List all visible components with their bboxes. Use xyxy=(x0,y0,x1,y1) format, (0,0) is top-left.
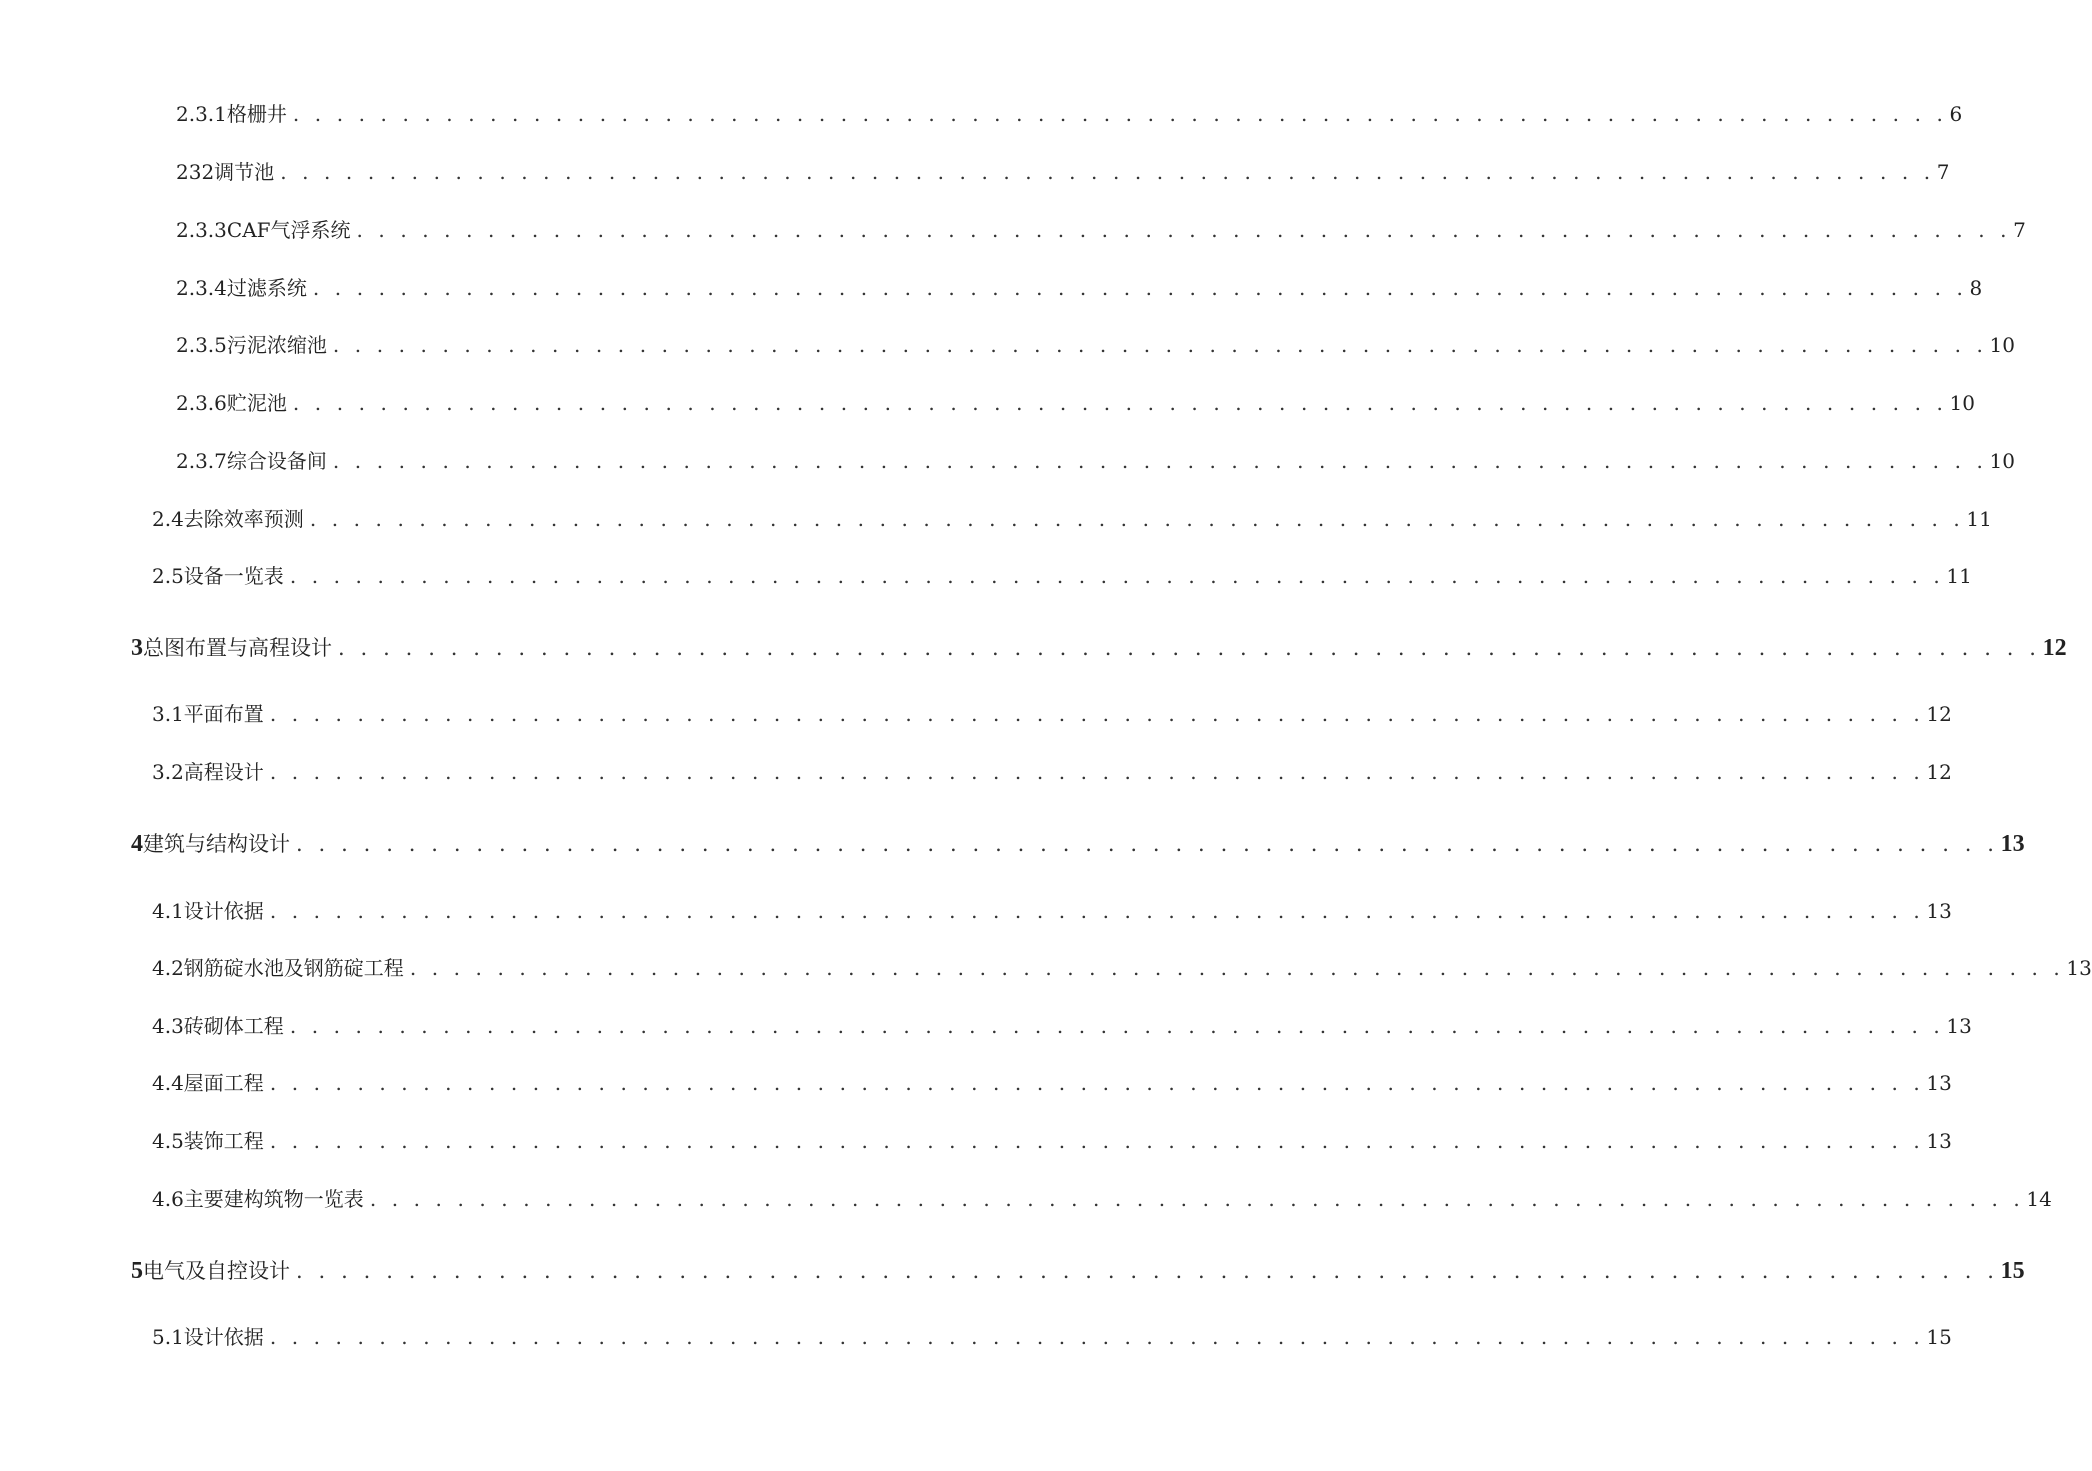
toc-page-number: 11 xyxy=(1946,564,1972,588)
toc-page-number: 8 xyxy=(1969,276,1983,300)
toc-entry-2-5[interactable] xyxy=(152,561,1972,591)
dot-leader: . . . . . . . . . . . . . . . . . . . . . . . . . . . . . . . . . . . . . . . . . . . . . . . . . . . . . . . . . . . . . . . . . . . . . . . . . . . . xyxy=(338,636,2041,660)
toc-entry-label: 2.3.6贮泥池 xyxy=(176,391,287,415)
dot-leader: . . . . . . . . . . . . . . . . . . . . . . . . . . . . . . . . . . . . . . . . . . . . . . . . . . . . . . . . . . . . . . . . . . . . . . . . . . . . xyxy=(296,1259,1999,1283)
dot-leader: . . . . . . . . . . . . . . . . . . . . . . . . . . . . . . . . . . . . . . . . . . . . . . . . . . . . . . . . . . . . . . . . . . . . . . . . . . . . xyxy=(409,956,2065,980)
toc-page-number: 10 xyxy=(1989,449,2015,473)
chapter-title: 建筑与结构设计 xyxy=(143,832,290,856)
toc-entry-3-1[interactable] xyxy=(152,699,1952,729)
toc-entry-label: 4.6主要建构筑物一览表 xyxy=(152,1187,364,1211)
dot-leader: . . . . . . . . . . . . . . . . . . . . . . . . . . . . . . . . . . . . . . . . . . . . . . . . . . . . . . . . . . . . . . . . . . . . . . . . . . . . xyxy=(269,760,1925,784)
toc-page-number: 12 xyxy=(1926,760,1952,784)
chapter-number: 3 xyxy=(131,635,143,661)
toc-page-number: 12 xyxy=(2042,635,2067,661)
toc-entry-label: 4.3砖砌体工程 xyxy=(152,1014,284,1038)
toc-page-number: 15 xyxy=(2000,1258,2025,1284)
toc-page-number: 6 xyxy=(1949,102,1963,126)
dot-leader: . . . . . . . . . . . . . . . . . . . . . . . . . . . . . . . . . . . . . . . . . . . . . . . . . . . . . . . . . . . . . . . . . . . . . . . . . . . . xyxy=(269,899,1925,923)
dot-leader: . . . . . . . . . . . . . . . . . . . . . . . . . . . . . . . . . . . . . . . . . . . . . . . . . . . . . . . . . . . . . . . . . . . . . . . . . . . . xyxy=(269,1129,1925,1153)
toc-entry-4-3[interactable] xyxy=(152,1011,1972,1041)
toc-page-number: 10 xyxy=(1989,333,2015,357)
chapter-title: 电气及自控设计 xyxy=(143,1259,290,1283)
toc-entry-2-3-1[interactable] xyxy=(176,99,1963,129)
toc-entry-label: 4.2钢筋碇水池及钢筋碇工程 xyxy=(152,956,404,980)
toc-entry-label: 2.3.7综合设备间 xyxy=(176,449,327,473)
dot-leader: . . . . . . . . . . . . . . . . . . . . . . . . . . . . . . . . . . . . . . . . . . . . . . . . . . . . . . . . . . . . . . . . . . . . . . . . . . . . xyxy=(309,507,1965,531)
toc-entry-5-1[interactable] xyxy=(152,1322,1952,1352)
dot-leader: . . . . . . . . . . . . . . . . . . . . . . . . . . . . . . . . . . . . . . . . . . . . . . . . . . . . . . . . . . . . . . . . . . . . . . . . . . . . xyxy=(269,702,1925,726)
dot-leader: . . . . . . . . . . . . . . . . . . . . . . . . . . . . . . . . . . . . . . . . . . . . . . . . . . . . . . . . . . . . . . . . . . . . . . . . . . . . xyxy=(289,1014,1945,1038)
toc-page-number: 13 xyxy=(1926,899,1952,923)
dot-leader: . . . . . . . . . . . . . . . . . . . . . . . . . . . . . . . . . . . . . . . . . . . . . . . . . . . . . . . . . . . . . . . . . . . . . . . . . . . . xyxy=(369,1187,2025,1211)
toc-page-number: 10 xyxy=(1949,391,1975,415)
dot-leader: . . . . . . . . . . . . . . . . . . . . . . . . . . . . . . . . . . . . . . . . . . . . . . . . . . . . . . . . . . . . . . . . . . . . . . . . . . . . xyxy=(269,1071,1925,1095)
toc-page-number: 13 xyxy=(1946,1014,1972,1038)
toc-page-number: 15 xyxy=(1926,1325,1952,1349)
toc-chapter-label xyxy=(131,829,296,859)
dot-leader: . . . . . . . . . . . . . . . . . . . . . . . . . . . . . . . . . . . . . . . . . . . . . . . . . . . . . . . . . . . . . . . . . . . . . . . . . . . . xyxy=(356,218,2012,242)
toc-entry-2-4[interactable] xyxy=(152,504,1992,534)
toc-entry-2-3-5[interactable] xyxy=(176,330,2015,360)
toc-page-number: 12 xyxy=(1926,702,1952,726)
toc-entry-4-1[interactable] xyxy=(152,896,1952,926)
toc-entry-2-3-4[interactable] xyxy=(176,273,1983,303)
toc-page-number: 11 xyxy=(1966,507,1992,531)
toc-entry-label: 4.5装饰工程 xyxy=(152,1129,264,1153)
chapter-title: 总图布置与高程设计 xyxy=(143,636,332,660)
toc-entry-4-5[interactable] xyxy=(152,1126,1952,1156)
toc-entry-4-4[interactable] xyxy=(152,1068,1952,1098)
toc-entry-2-3-3[interactable] xyxy=(176,215,2026,245)
dot-leader: . . . . . . . . . . . . . . . . . . . . . . . . . . . . . . . . . . . . . . . . . . . . . . . . . . . . . . . . . . . . . . . . . . . . . . . . . . . . xyxy=(289,564,1945,588)
toc-page-number: 7 xyxy=(2013,218,2026,242)
toc-chapter-label xyxy=(131,1256,296,1286)
toc-entry-2-3-7[interactable] xyxy=(176,446,2015,476)
toc-page-number: 14 xyxy=(2026,1187,2052,1211)
dot-leader: . . . . . . . . . . . . . . . . . . . . . . . . . . . . . . . . . . . . . . . . . . . . . . . . . . . . . . . . . . . . . . . . . . . . . . . . . . . . xyxy=(280,160,1935,184)
toc-entry-4-6[interactable] xyxy=(152,1184,2052,1214)
toc-entry-label: 2.3.4过滤系统 xyxy=(176,276,307,300)
toc-chapter-3[interactable] xyxy=(131,633,2067,663)
chapter-number: 4 xyxy=(131,831,143,857)
chapter-number: 5 xyxy=(131,1258,143,1284)
dot-leader: . . . . . . . . . . . . . . . . . . . . . . . . . . . . . . . . . . . . . . . . . . . . . . . . . . . . . . . . . . . . . . . . . . . . . . . . . . . . xyxy=(292,102,1948,126)
toc-entry-3-2[interactable] xyxy=(152,757,1952,787)
toc-entry-label: 3.1平面布置 xyxy=(152,702,264,726)
toc-entry-label: 4.1设计依据 xyxy=(152,899,264,923)
toc-entry-label: 2.4去除效率预测 xyxy=(152,507,304,531)
toc-entry-4-2[interactable] xyxy=(152,953,2092,983)
toc-entry-label: 3.2高程设计 xyxy=(152,760,264,784)
dot-leader: . . . . . . . . . . . . . . . . . . . . . . . . . . . . . . . . . . . . . . . . . . . . . . . . . . . . . . . . . . . . . . . . . . . . . . . . . . . . xyxy=(296,832,1999,856)
toc-page-number: 7 xyxy=(1936,160,1950,184)
toc-page-number: 13 xyxy=(2066,956,2092,980)
toc-entry-2-3-6[interactable] xyxy=(176,388,1975,418)
dot-leader: . . . . . . . . . . . . . . . . . . . . . . . . . . . . . . . . . . . . . . . . . . . . . . . . . . . . . . . . . . . . . . . . . . . . . . . . . . . . xyxy=(312,276,1968,300)
toc-chapter-label xyxy=(131,633,338,663)
toc-page-number: 13 xyxy=(2000,831,2025,857)
toc-chapter-5[interactable] xyxy=(131,1256,2025,1286)
toc-entry-label: 5.1设计依据 xyxy=(152,1325,264,1349)
toc-page-number: 13 xyxy=(1926,1129,1952,1153)
toc-entry-label: 232调节池 xyxy=(176,160,275,184)
toc-page-number: 13 xyxy=(1926,1071,1952,1095)
toc-entry-2-3-2[interactable] xyxy=(176,157,1950,187)
toc-entry-label: 2.3.3CAF气浮系统 xyxy=(176,218,351,242)
toc-entry-label: 2.3.5污泥浓缩池 xyxy=(176,333,327,357)
dot-leader: . . . . . . . . . . . . . . . . . . . . . . . . . . . . . . . . . . . . . . . . . . . . . . . . . . . . . . . . . . . . . . . . . . . . . . . . . . . . xyxy=(332,333,1988,357)
toc-entry-label: 2.5设备一览表 xyxy=(152,564,284,588)
dot-leader: . . . . . . . . . . . . . . . . . . . . . . . . . . . . . . . . . . . . . . . . . . . . . . . . . . . . . . . . . . . . . . . . . . . . . . . . . . . . xyxy=(292,391,1948,415)
toc-entry-label: 4.4屋面工程 xyxy=(152,1071,264,1095)
toc-entry-label: 2.3.1格栅井 xyxy=(176,102,287,126)
dot-leader: . . . . . . . . . . . . . . . . . . . . . . . . . . . . . . . . . . . . . . . . . . . . . . . . . . . . . . . . . . . . . . . . . . . . . . . . . . . . xyxy=(332,449,1988,473)
toc-chapter-4[interactable] xyxy=(131,829,2025,859)
dot-leader: . . . . . . . . . . . . . . . . . . . . . . . . . . . . . . . . . . . . . . . . . . . . . . . . . . . . . . . . . . . . . . . . . . . . . . . . . . . . xyxy=(269,1325,1925,1349)
